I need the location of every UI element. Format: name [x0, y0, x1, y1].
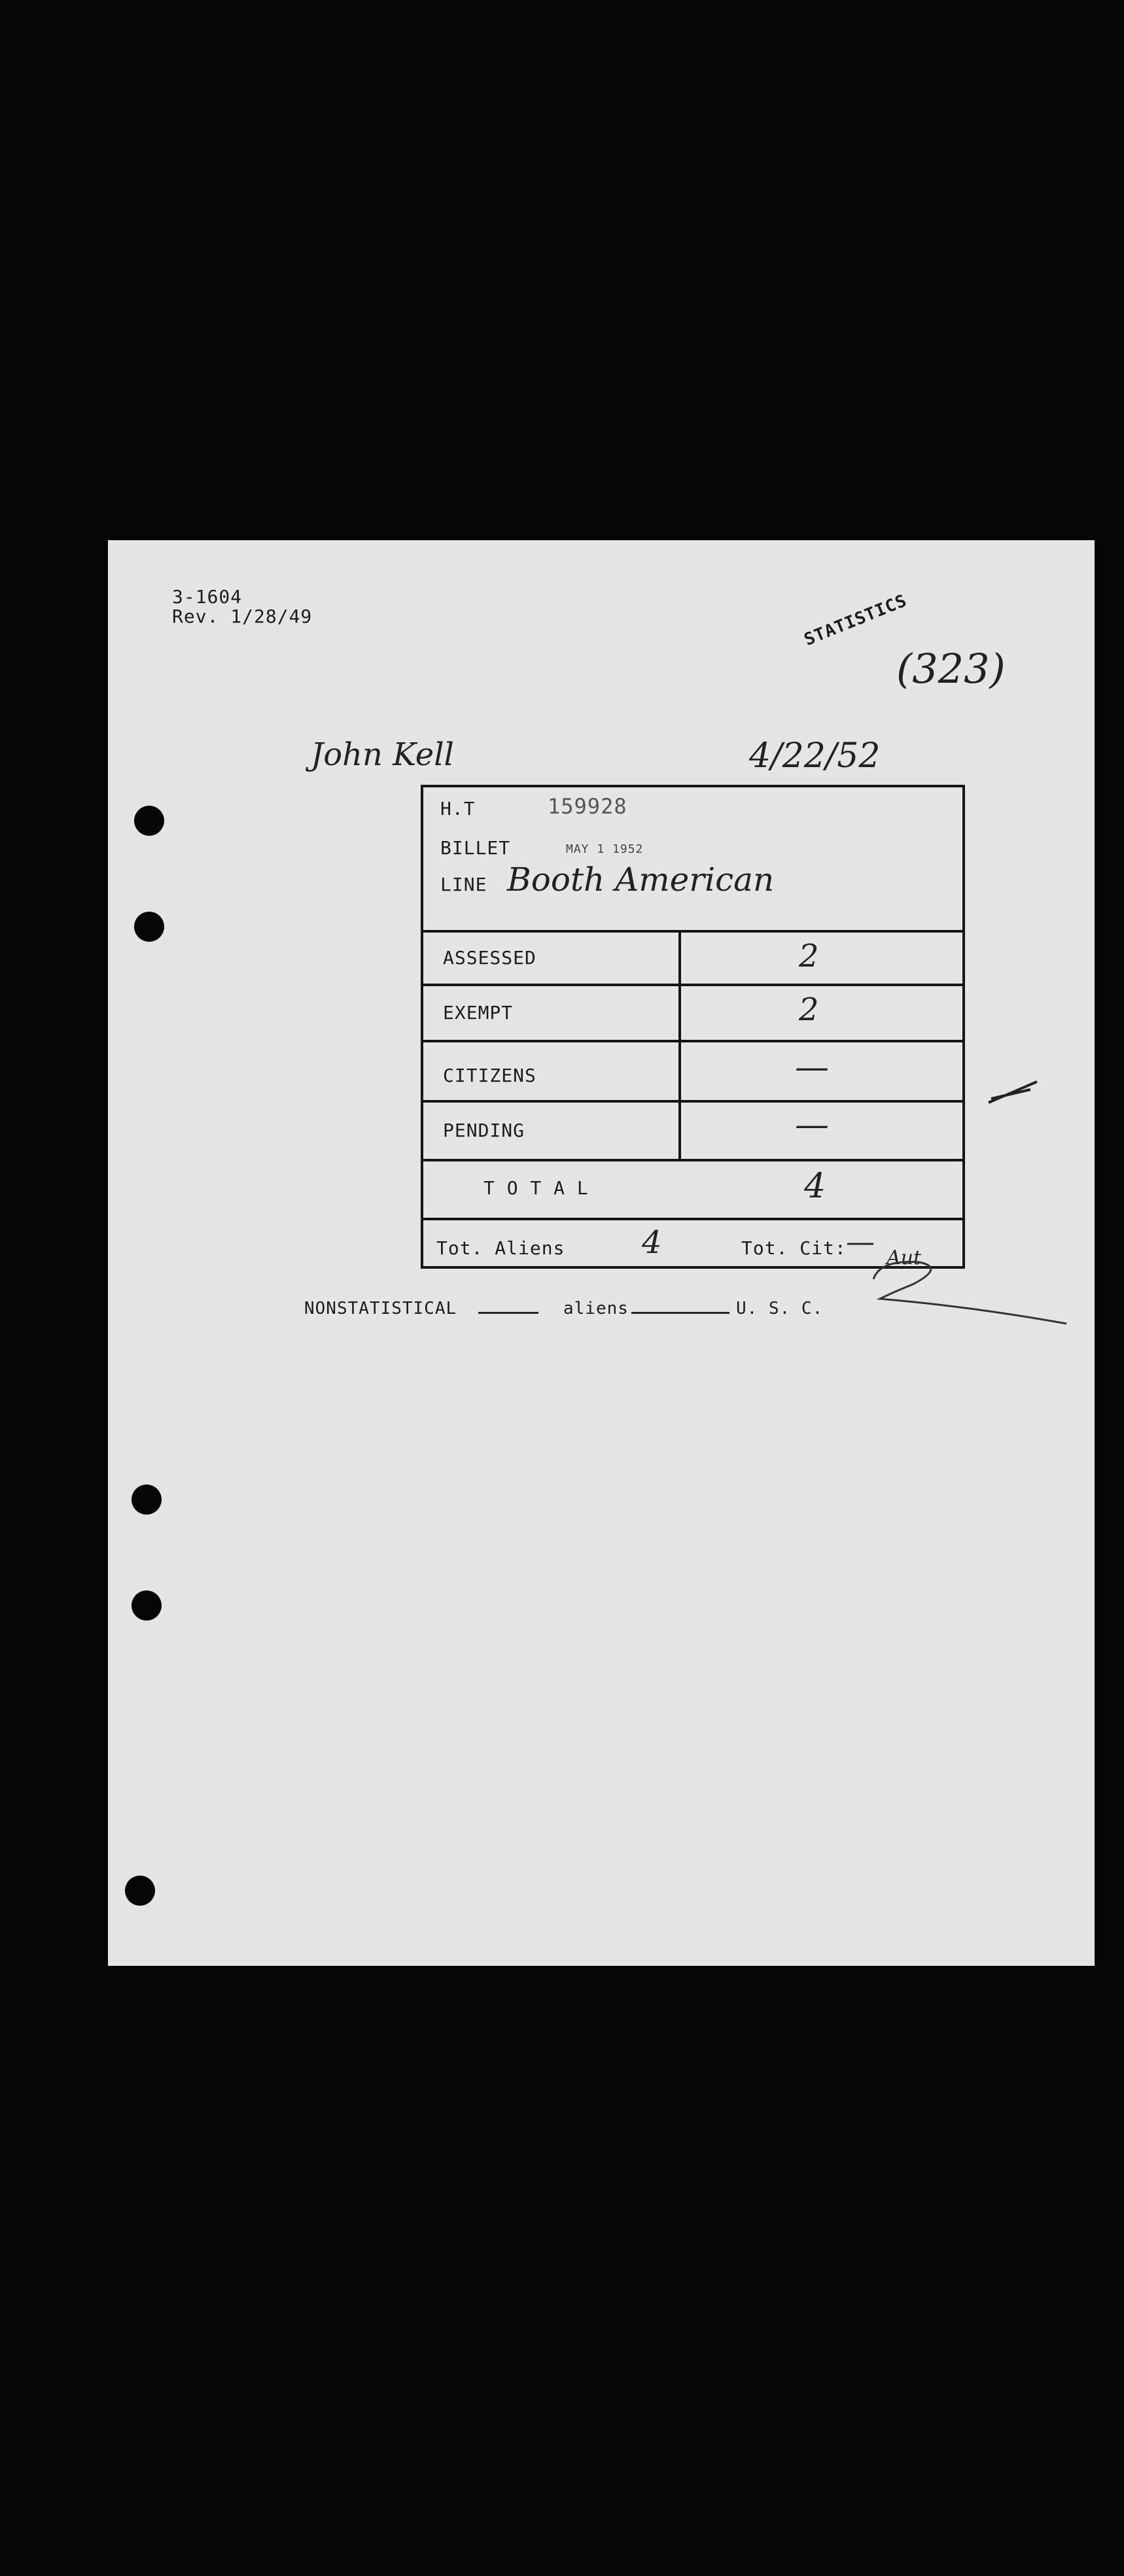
- citizens-value: —: [795, 1048, 829, 1087]
- billet-label: BILLET: [440, 837, 511, 859]
- pending-label: PENDING: [443, 1120, 525, 1141]
- date: 4/22/52: [749, 736, 881, 776]
- blank-line: [631, 1312, 729, 1314]
- form-number: 3-1604: [172, 586, 243, 608]
- signature: John Kell: [311, 736, 454, 773]
- binder-hole: [134, 806, 164, 836]
- pending-value: —: [795, 1105, 829, 1144]
- column-divider: [678, 930, 681, 1161]
- rule: [423, 1040, 962, 1042]
- total-aliens-label: Tot. Aliens: [436, 1237, 565, 1259]
- ht-label: H.T: [440, 798, 476, 819]
- usc-label: U. S. C.: [736, 1299, 824, 1318]
- binder-hole: [132, 1485, 162, 1515]
- binder-hole: [134, 912, 164, 942]
- ht-number: 159928: [548, 794, 627, 819]
- form-revision: Rev. 1/28/49: [172, 606, 313, 627]
- tally-box: [421, 785, 965, 1269]
- total-citizens-value: —: [846, 1226, 875, 1259]
- exempt-label: EXEMPT: [443, 1002, 514, 1023]
- total-label: T O T A L: [483, 1177, 589, 1199]
- statistics-stamp: STATISTICS: [801, 591, 910, 650]
- rule: [423, 1218, 962, 1220]
- page-reference: (323): [896, 645, 1006, 693]
- total-aliens-value: 4: [642, 1224, 662, 1261]
- assessed-value: 2: [799, 938, 819, 974]
- assessed-label: ASSESSED: [443, 947, 536, 969]
- exempt-value: 2: [799, 991, 819, 1028]
- line-value: Booth American: [507, 861, 775, 899]
- binder-hole: [132, 1590, 162, 1621]
- margin-mark: [985, 1076, 1044, 1109]
- blank-line: [478, 1312, 538, 1314]
- binder-hole: [125, 1876, 155, 1906]
- citizens-label: CITIZENS: [443, 1065, 536, 1086]
- side-initials: Aut: [887, 1246, 922, 1269]
- side-annotation-stroke: [854, 1233, 1076, 1338]
- rule: [423, 984, 962, 986]
- rule: [423, 1159, 962, 1161]
- total-citizens-label: Tot. Cit:: [741, 1237, 847, 1259]
- line-label: LINE: [440, 874, 487, 895]
- aliens-label: aliens: [563, 1299, 629, 1318]
- rule: [423, 1100, 962, 1103]
- rule: [423, 930, 962, 933]
- document-page: [108, 540, 1095, 1966]
- billet-date-stamp: MAY 1 1952: [566, 842, 644, 856]
- nonstatistical-label: NONSTATISTICAL: [304, 1299, 457, 1318]
- total-value: 4: [804, 1167, 826, 1206]
